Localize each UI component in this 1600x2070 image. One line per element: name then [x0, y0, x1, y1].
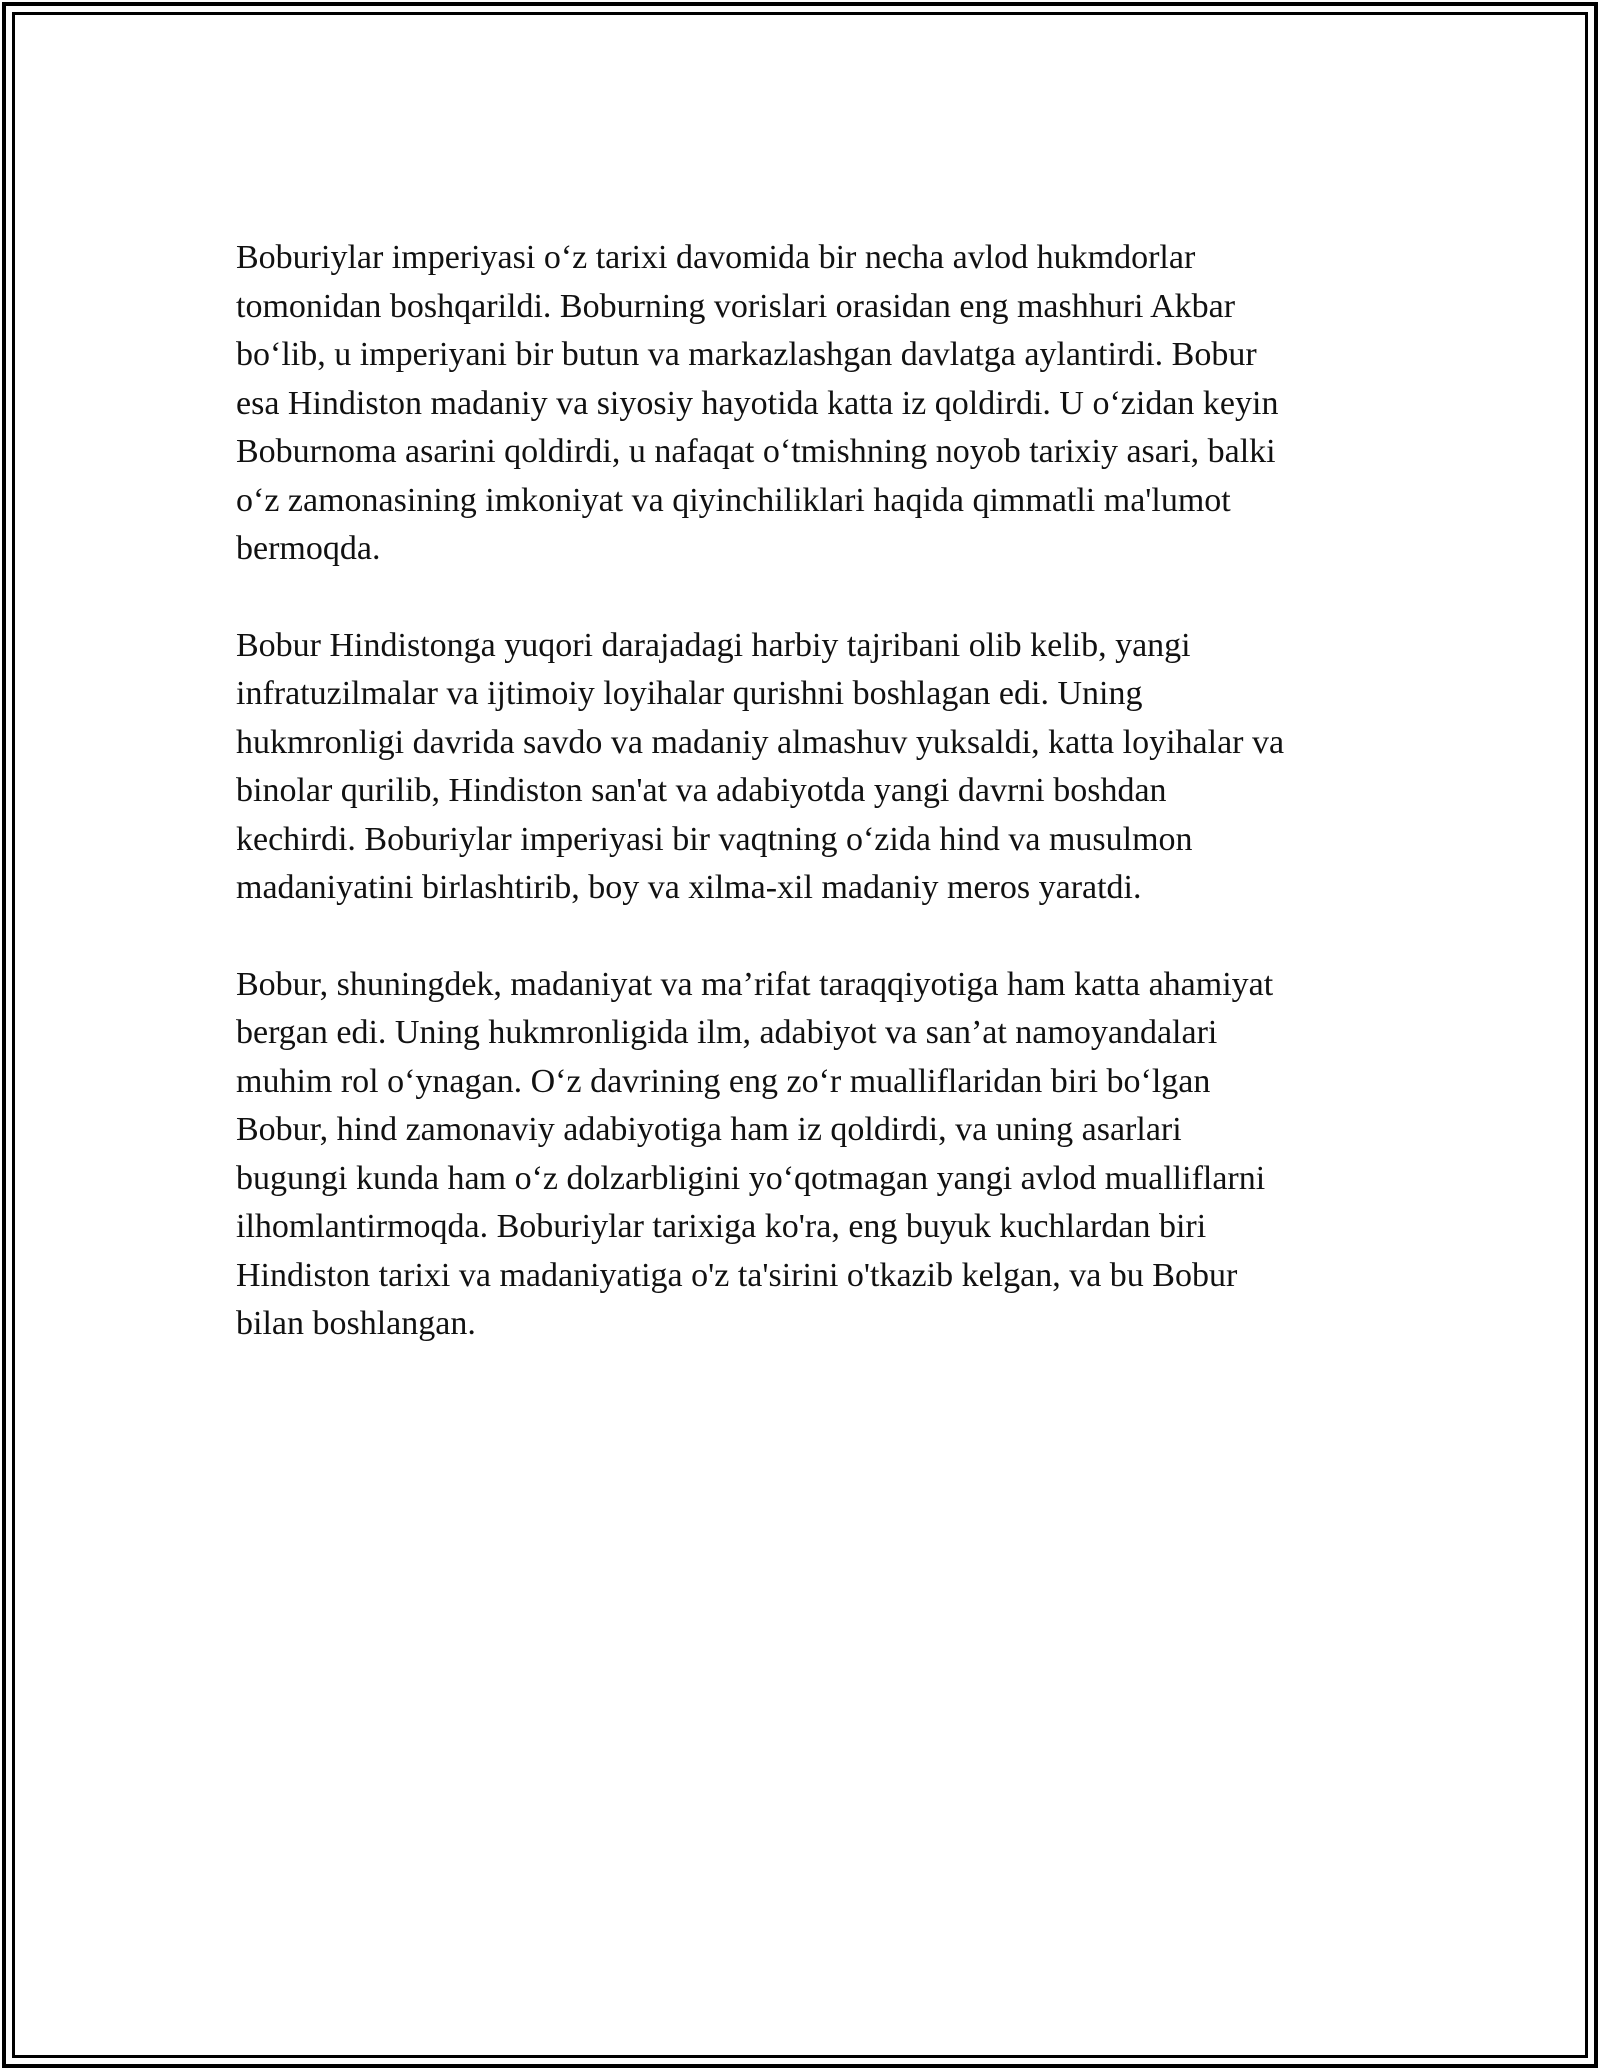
document-body	[236, 234, 1376, 1397]
paragraph-3: Bobur, shuningdek, madaniyat va ma’rifat taraqqiyotiga ham katta ahamiyat bergan edi. Uning hukmronligida ilm, adabiyot va san’at namoyandalari muhim rol o‘ynagan. O‘z davrining eng zo‘r mualliflaridan biri bo‘lgan Bobur, hind zamonaviy adabiyotiga ham iz qoldirdi, va uning asarlari bugungi kunda ham o‘z dolzarbligini yo‘qotmagan yangi avlod mualliflarni ilhomlantirmoqda. Boburiylar tarixiga ko'ra, eng buyuk kuchlardan biri Hindiston tarixi va madaniyatiga o'z ta'sirini o'tkazib kelgan, va bu Bobur bilan boshlangan.	[236, 965, 1274, 1342]
paragraph-1: Boburiylar imperiyasi o‘z tarixi davomida bir necha avlod hukmdorlar tomonidan boshqarildi. Boburning vorislari orasidan eng mashhuri Akbar bo‘lib, u imperiyani bir butun va markazlashgan davlatga aylantirdi. Bobur esa Hindiston madaniy va siyosiy hayotida katta iz qoldirdi. U o‘zidan keyin Boburnoma asarini qoldirdi, u nafaqat o‘tmishning noyob tarixiy asari, balki o‘z zamonasining imkoniyat va qiyinchiliklari haqida qimmatli ma'lumot bermoqda.	[236, 239, 1279, 567]
paragraph-2: Bobur Hindistonga yuqori darajadagi harbiy tajribani olib kelib, yangi infratuzilmalar va ijtimoiy loyihalar qurishni boshlagan edi. Uning hukmronligi davrida savdo va madaniy almashuv yuksaldi, katta loyihalar va binolar qurilib, Hindiston san'at va adabiyotda yangi davrni boshdan kechirdi. Boburiylar imperiyasi bir vaqtning o‘zida hind va musulmon madaniyatini birlashtirib, boy va xilma-xil madaniy meros yaratdi.	[236, 626, 1285, 906]
